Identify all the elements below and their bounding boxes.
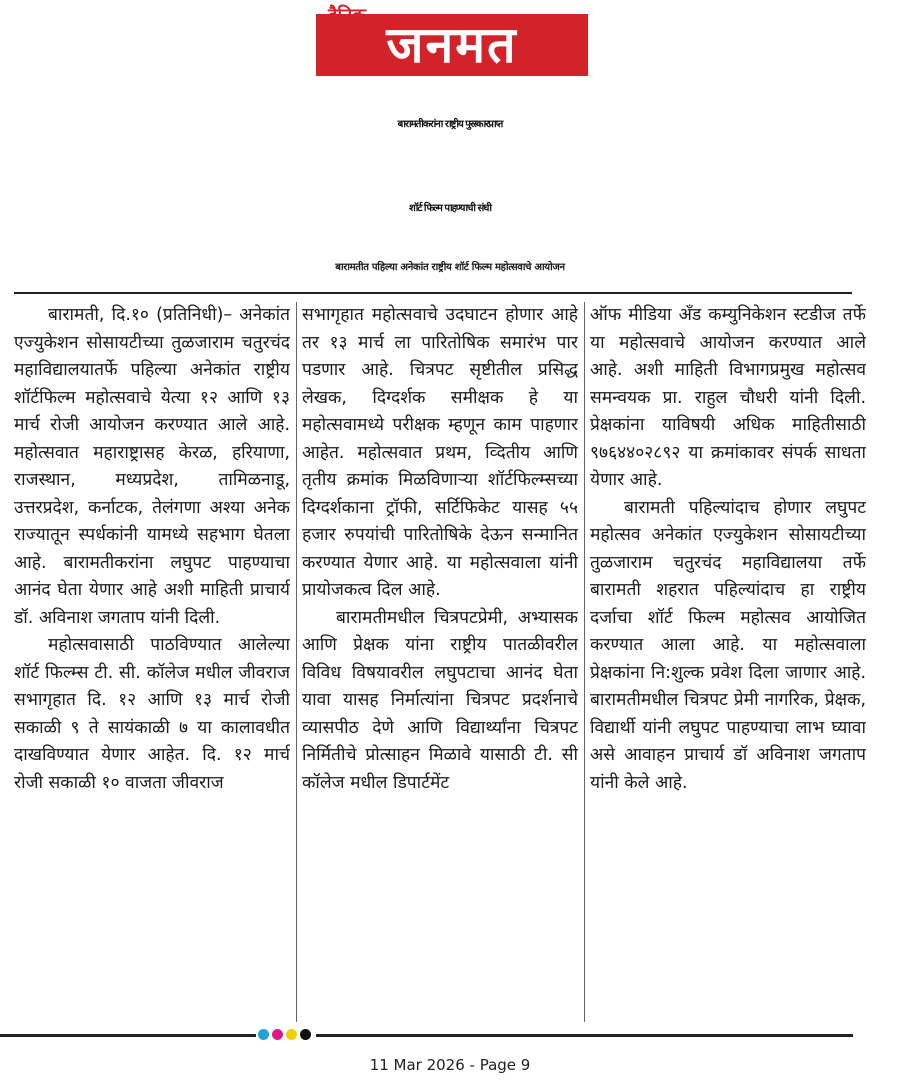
column-divider	[296, 302, 297, 1022]
article-paragraph: बारामतीमधील चित्रपटप्रेमी, अभ्यासक आणि प्रेक्षक यांना राष्ट्रीय पातळीवरील विविध विषयावरील लघुपटाचा आनंद घेता यावा यासह निर्मात्यांना चित्रपट प्रदर्शनाचे व्यासपीठ देणे आणि विद्यार्थ्यांना चित्रपट निर्मितीचे प्रोत्साहन मिळावे यासाठी टी. सी कॉलेज मधील डिपार्टमेंट	[302, 607, 578, 793]
article-paragraph: ऑफ मीडिया अँड कम्युनिकेशन स्टडीज तर्फे या महोत्सवाचे आयोजन करण्यात आले आहे. अशी माहिती विभागप्रमुख महोत्सव समन्वयक प्रा. राहुल चौधरी यांनी दिली. प्रेक्षकांना याविषयी अधिक माहितीसाठी ९७६४४०२८९२ या क्रमांकावर संपर्क साधता येणार आहे.	[590, 305, 866, 490]
registration-dot-cyan	[258, 1029, 269, 1040]
article-paragraph: सभागृहात महोत्सवाचे उदघाटन होणार आहे तर १३ मार्च ला पारितोषिक समारंभ पार पडणार आहे. चित्रपट सृष्टीतील प्रसिद्ध लेखक, दिग्दर्शक समीक्षक हे या महोत्सवामध्ये परीक्षक म्हणून काम पाहणार आहेत. महोत्सवात प्रथम, व्दितीय आणि तृतीय क्रमांक मिळविणाऱ्या शॉर्टफिल्म्सच्या दिग्दर्शकाना ट्रॉफी, सर्टिफिकेट यासह ५५ हजार रुपयांची पारितोषिके देऊन सन्मानित करण्यात येणार आहे. या महोत्सवाला यांनी प्रायोजकत्व दिल आहे.	[302, 305, 578, 600]
masthead	[0, 0, 900, 82]
article-column-3	[590, 302, 866, 1027]
headline-line-1: बारामतीकरांना राष्ट्रीय पुरस्कारप्राप्त	[397, 119, 503, 130]
page-footer: 11 Mar 2026 - Page 9	[369, 1056, 531, 1074]
article-column-1	[14, 302, 290, 1027]
column-divider	[584, 302, 585, 1022]
registration-marks	[258, 1029, 314, 1041]
top-rule	[14, 292, 852, 294]
article-paragraph: बारामती पहिल्यांदाच होणार लघुपट महोत्सव अनेकांत एज्युकेशन सोसायटीच्या तुळजाराम चतुरचंद महाविद्यालया तर्फे बारामती शहरात पहिल्यांदाच हा राष्ट्रीय दर्जाचा शॉर्ट फिल्म महोत्सव आयोजित करण्यात आला आहे. या महोत्सवाला प्रेक्षकांना नि:शुल्क प्रवेश दिला जाणार आहे. बारामतीमधील चित्रपट प्रेमी नागरिक, प्रेक्षक, विद्यार्थी यांनी लघुपट पाहण्याचा लाभ घ्यावा असे आवाहन प्राचार्य डॉ अविनाश जगताप यांनी केले आहे.	[590, 497, 866, 793]
registration-dot-black	[300, 1029, 311, 1040]
bottom-rule	[316, 1034, 853, 1037]
bottom-rule	[0, 1034, 256, 1037]
headline-line-2: शॉर्ट फिल्म पाहण्याची संधी	[408, 203, 491, 214]
masthead-logo: जनमत	[316, 14, 588, 76]
registration-dot-magenta	[272, 1029, 283, 1040]
article-column-2	[302, 302, 578, 1027]
article-paragraph: महोत्सवासाठी पाठविण्यात आलेल्या शॉर्ट फिल्म्स टी. सी. कॉलेज मधील जीवराज सभागृहात दि. १२ आणि १३ मार्च रोजी सकाळी ९ ते सायंकाळी ७ या कालावधीत दाखविण्यात येणार आहेत. दि. १२ मार्च रोजी सकाळी १० वाजता जीवराज	[14, 635, 290, 793]
registration-dot-yellow	[286, 1029, 297, 1040]
subheadline: बारामतीत पहिल्या अनेकांत राष्ट्रीय शॉर्ट फिल्म महोत्सवाचे आयोजन	[335, 262, 565, 273]
article-paragraph: बारामती, दि.१० (प्रतिनिधी)– अनेकांत एज्युकेशन सोसायटीच्या तुळजाराम चतुरचंद महाविद्यालयातर्फे पहिल्या अनेकांत राष्ट्रीय शॉर्टफिल्म महोत्सवाचे येत्या १२ आणि १३ मार्च रोजी आयोजन करण्यात आले आहे. महोत्सवात महाराष्ट्रासह केरळ, हरियाणा, राजस्थान, मध्यप्रदेश, तामिळनाडू, उत्तरप्रदेश, कर्नाटक, तेलंगणा अश्या अनेक राज्यातून स्पर्धकांनी यामध्ये सहभाग घेतला आहे. बारामतीकरांना लघुपट पाहण्याचा आनंद घेता येणार आहे अशी माहिती प्राचार्य डॉ. अविनाश जगताप यांनी दिली.	[14, 305, 290, 628]
